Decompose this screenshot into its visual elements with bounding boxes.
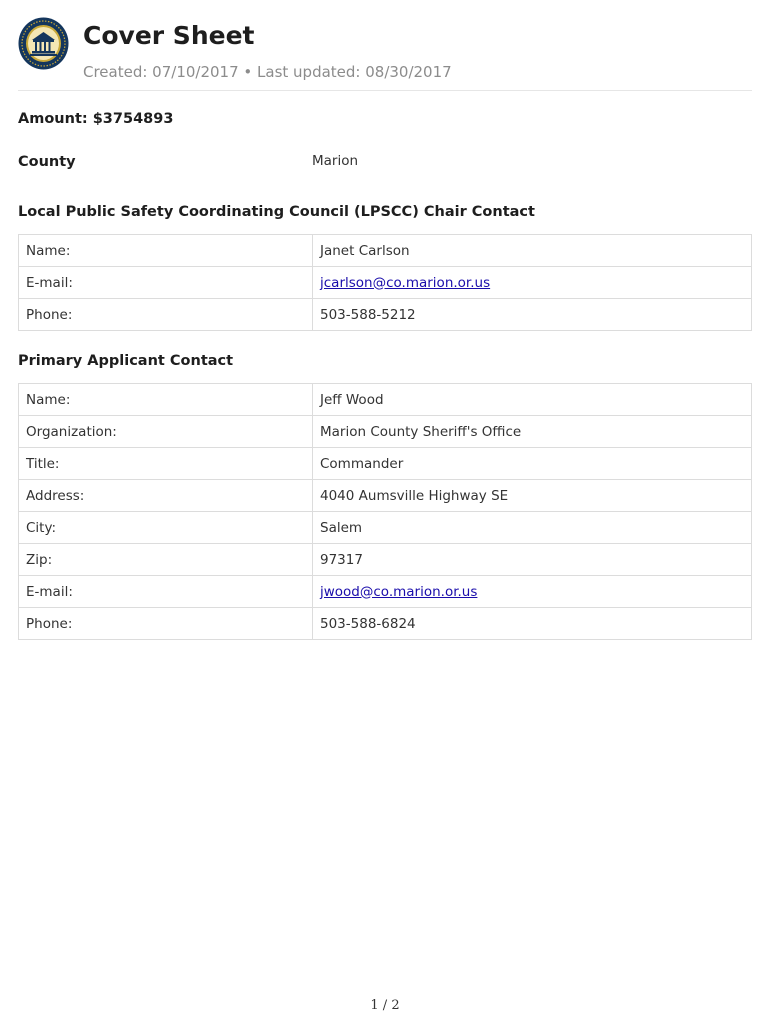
phone-label: Phone:	[19, 608, 313, 640]
table-row	[19, 384, 752, 416]
county-seal-icon	[18, 17, 69, 70]
amount-text: Amount: $3754893	[18, 111, 174, 127]
lpscc-contact-table	[18, 234, 752, 331]
lpscc-section-title: Local Public Safety Coordinating Council (LPSCC) Chair Contact	[18, 204, 535, 220]
email-cell	[313, 576, 752, 608]
applicant-section-title: Primary Applicant Contact	[18, 353, 234, 369]
name-label: Name:	[19, 235, 313, 267]
county-label: County	[18, 154, 76, 170]
table-row	[19, 608, 752, 640]
title-value: Commander	[313, 448, 752, 480]
table-row	[19, 448, 752, 480]
name-label: Name:	[19, 384, 313, 416]
table-row	[19, 235, 752, 267]
table-row	[19, 512, 752, 544]
email-link[interactable]: jwood@co.marion.or.us	[320, 583, 478, 600]
table-row	[19, 480, 752, 512]
page-number: 1 / 2	[370, 998, 400, 1013]
page-header	[18, 17, 752, 91]
page-title: Cover Sheet	[83, 21, 255, 50]
email-label: E-mail:	[19, 576, 313, 608]
email-label: E-mail:	[19, 267, 313, 299]
address-value: 4040 Aumsville Highway SE	[313, 480, 752, 512]
county-value: Marion	[312, 153, 359, 169]
title-label: Title:	[19, 448, 313, 480]
name-value: Jeff Wood	[313, 384, 752, 416]
city-label: City:	[19, 512, 313, 544]
address-label: Address:	[19, 480, 313, 512]
applicant-contact-table	[18, 383, 752, 640]
organization-label: Organization:	[19, 416, 313, 448]
zip-value: 97317	[313, 544, 752, 576]
table-row	[19, 416, 752, 448]
phone-value: 503-588-6824	[313, 608, 752, 640]
city-value: Salem	[313, 512, 752, 544]
table-row	[19, 576, 752, 608]
organization-value: Marion County Sheriff's Office	[313, 416, 752, 448]
email-cell	[313, 267, 752, 299]
zip-label: Zip:	[19, 544, 313, 576]
created-updated-dates: Created: 07/10/2017 • Last updated: 08/30/2017	[83, 63, 452, 81]
table-row	[19, 267, 752, 299]
phone-label: Phone:	[19, 299, 313, 331]
email-link[interactable]: jcarlson@co.marion.or.us	[320, 274, 491, 291]
table-row	[19, 299, 752, 331]
table-row	[19, 544, 752, 576]
name-value: Janet Carlson	[313, 235, 752, 267]
phone-value: 503-588-5212	[313, 299, 752, 331]
